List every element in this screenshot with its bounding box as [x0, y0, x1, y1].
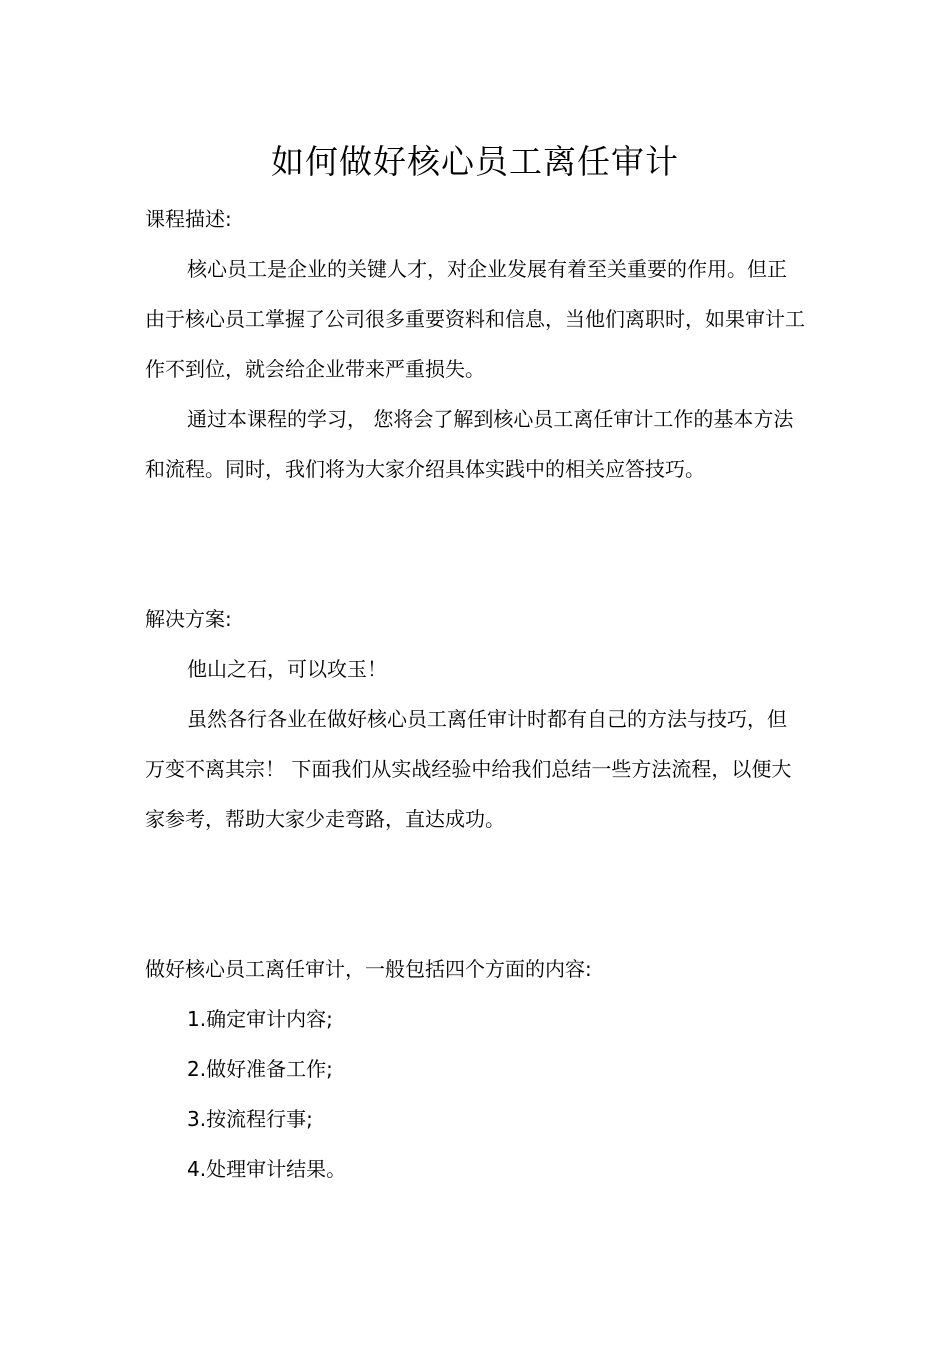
contents-list-item-4: 4.处理审计结果。 [187, 1157, 347, 1181]
description-paragraph-2-container [145, 394, 805, 494]
description-paragraph-2: 通过本课程的学习， 您将会了解到核心员工离任审计工作的基本方法和流程。同时，我们将为大家介绍具体实践中的相关应答技巧。 [145, 407, 794, 481]
solution-paragraph-2-container [145, 694, 805, 844]
description-heading: 课程描述: [145, 207, 232, 231]
solution-heading: 解决方案: [145, 607, 232, 631]
contents-list-item-1: 1.确定审计内容; [187, 1007, 333, 1031]
contents-list-item-3: 3.按流程行事; [187, 1107, 313, 1131]
document-title: 如何做好核心员工离任审计 [271, 142, 679, 181]
description-paragraph-1-container [145, 244, 805, 394]
contents-list-item-2: 2.做好准备工作; [187, 1057, 333, 1081]
solution-paragraph-1: 他山之石，可以攻玉！ [187, 657, 387, 681]
description-paragraph-1: 核心员工是企业的关键人才，对企业发展有着至关重要的作用。但正由于核心员工掌握了公司很多重要资料和信息，当他们离职时，如果审计工作不到位，就会给企业带来严重损失。 [145, 257, 805, 381]
solution-paragraph-2: 虽然各行各业在做好核心员工离任审计时都有自己的方法与技巧，但万变不离其宗！ 下面我们从实战经验中给我们总结一些方法流程，以便大家参考，帮助大家少走弯路，直达成功。 [145, 707, 792, 831]
contents-heading: 做好核心员工离任审计，一般包括四个方面的内容: [145, 957, 592, 981]
solution-paragraph-1-container [145, 644, 805, 694]
